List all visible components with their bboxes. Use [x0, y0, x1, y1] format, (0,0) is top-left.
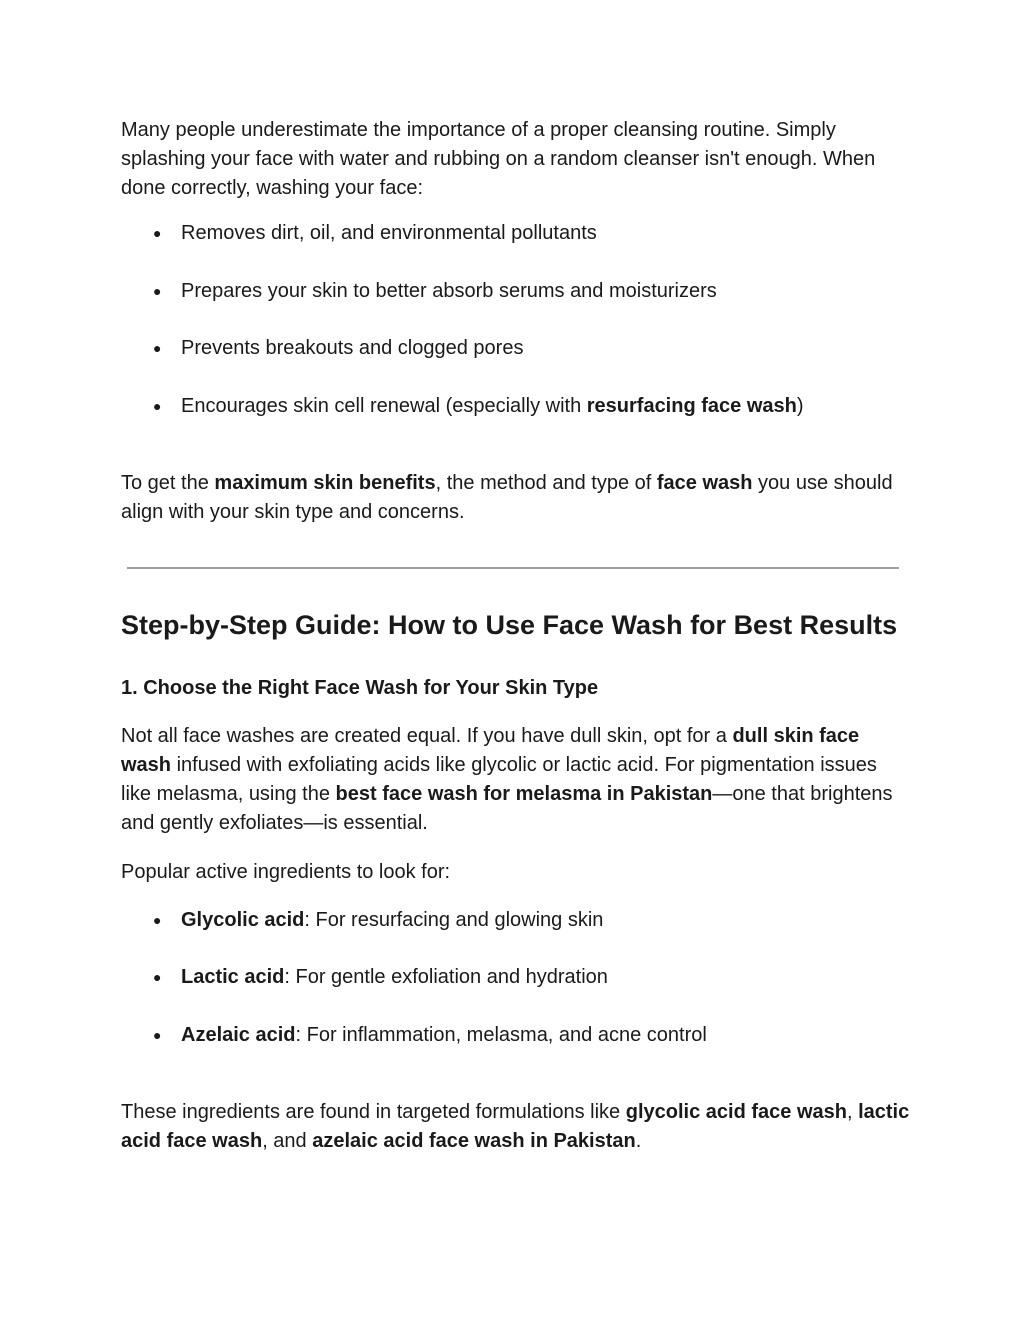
ingredient-name: Lactic acid — [181, 966, 285, 988]
ingredient-name: Glycolic acid — [181, 908, 305, 931]
bullet-icon: ● — [153, 969, 162, 985]
keyword-resurfacing-face-wash: resurfacing face wash — [586, 394, 797, 417]
bullet-icon: ● — [153, 397, 162, 414]
section-title: Step-by-Step Guide: How to Use Face Wash for Best Results — [121, 609, 898, 640]
list-item: ● Prepares your skin to better absorb serums and moisturizers — [121, 277, 911, 306]
keyword-maximum-skin-benefits: maximum skin benefits — [214, 471, 436, 494]
bullet-icon: ● — [153, 340, 162, 356]
keyword-face-wash: face wash — [656, 471, 753, 494]
list-item: ● Glycolic acid: For resurfacing and glowing skin — [121, 906, 911, 935]
list-item: ● Prevents breakouts and clogged pores — [121, 334, 911, 363]
alignment-paragraph: To get the maximum skin benefits, the method and type of face wash you use should align with your skin type and concerns. — [121, 471, 893, 523]
list-item: ● Encourages skin cell renewal (especially with resurfacing face wash) — [121, 392, 911, 421]
keyword-best-face-wash-melasma: best face wash for melasma in Pakistan — [335, 782, 713, 805]
list-item: ● Azelaic acid: For inflammation, melasma, and acne control — [121, 1021, 911, 1050]
bullet-icon: ● — [153, 1026, 162, 1043]
keyword-azelaic-acid-face-wash: azelaic acid face wash in Pakistan — [312, 1129, 636, 1152]
list-item: ● Lactic acid: For gentle exfoliation and hydration — [121, 963, 911, 992]
ingredients-list — [121, 906, 911, 1050]
document-page — [121, 116, 911, 1156]
keyword-dull-skin-face-wash: dull skin face wash — [121, 724, 860, 776]
keyword-lactic-acid-face-wash: lactic acid face wash — [121, 1100, 910, 1152]
ingredient-name: Azelaic acid — [181, 1023, 296, 1046]
bullet-icon: ● — [153, 911, 162, 928]
ingredients-intro: Popular active ingredients to look for: — [121, 860, 451, 883]
bullet-icon: ● — [153, 282, 162, 299]
bullet-icon: ● — [153, 225, 162, 241]
keyword-glycolic-acid-face-wash: glycolic acid face wash — [625, 1100, 847, 1123]
closing-paragraph: These ingredients are found in targeted formulations like glycolic acid face wash, lactic acid face wash, and azelaic acid face wash in Pakistan. — [121, 1100, 910, 1152]
list-item: ● Removes dirt, oil, and environmental pollutants — [121, 219, 911, 248]
step-1-paragraph: Not all face washes are created equal. If you have dull skin, opt for a dull skin face wash infused with exfoliating acids like glycolic or lactic acid. For pigmentation issues like melasma, using the best face wash for melasma in Pakistan—one that brightens and gently exfoliates—is essential. — [121, 724, 893, 834]
benefits-list — [121, 219, 911, 421]
section-divider — [127, 567, 899, 569]
intro-paragraph: Many people underestimate the importance of a proper cleansing routine. Simply splashing your face with water and rubbing on a random cleanser isn't enough. When done correctly, washing your face: — [121, 119, 876, 199]
step-1-title: 1. Choose the Right Face Wash for Your Skin Type — [121, 676, 599, 699]
